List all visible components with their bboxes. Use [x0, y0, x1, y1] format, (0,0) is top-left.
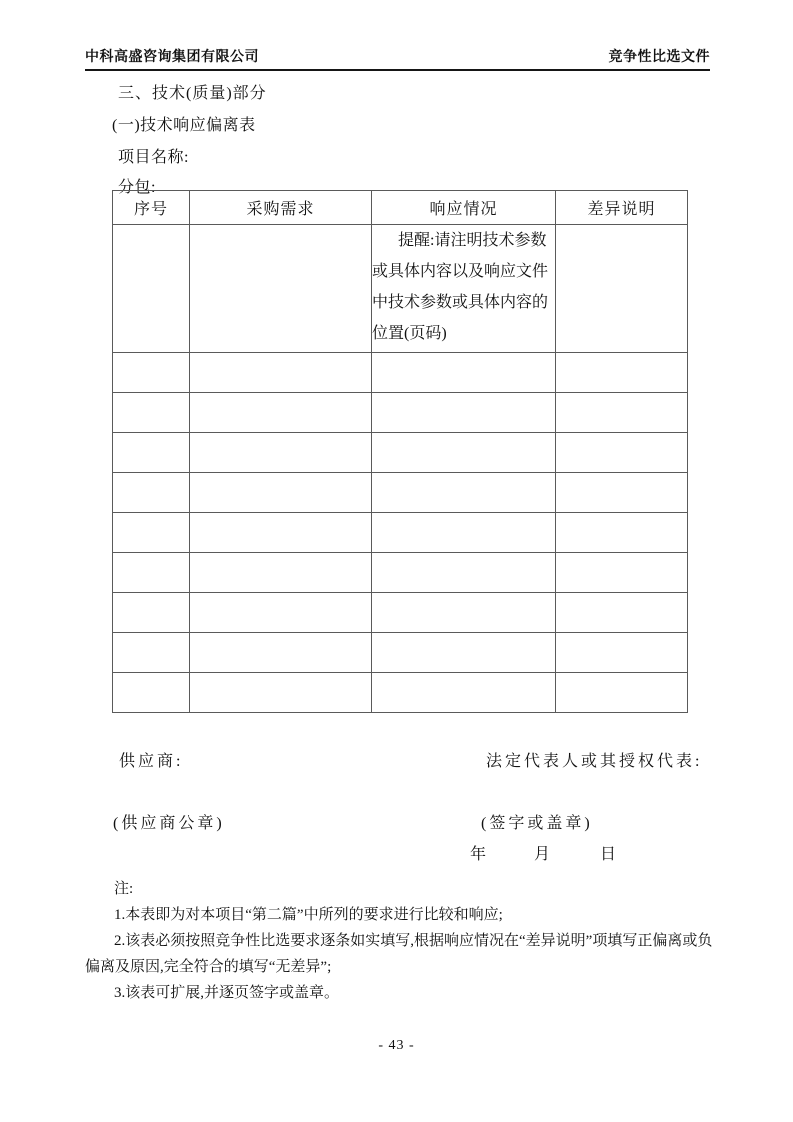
company-name: 中科高盛咨询集团有限公司 [85, 48, 259, 64]
empty-cell [190, 393, 372, 433]
empty-table-row [113, 593, 688, 633]
notes-block [85, 876, 715, 1006]
empty-cell [113, 473, 190, 513]
supplier-label: 供应商: [119, 753, 184, 770]
table-header-row [113, 191, 688, 225]
empty-cell [372, 633, 556, 673]
deviation-table [112, 190, 688, 713]
empty-cell [372, 593, 556, 633]
empty-cell [190, 633, 372, 673]
empty-cell [190, 513, 372, 553]
empty-cell [190, 225, 372, 353]
empty-table-row [113, 673, 688, 713]
empty-cell [113, 633, 190, 673]
notes-label: 注: [114, 881, 134, 897]
running-head [85, 46, 710, 71]
empty-cell [190, 473, 372, 513]
empty-cell [113, 433, 190, 473]
empty-cell [556, 593, 688, 633]
empty-cell [113, 353, 190, 393]
supplier-seal-label: (供应商公章) [113, 815, 225, 832]
col-header-deviation: 差异说明 [556, 191, 688, 225]
empty-cell [556, 673, 688, 713]
date-day-label: 日 [600, 846, 617, 863]
col-header-seq: 序号 [113, 191, 190, 225]
page-number: - 43 - [378, 1038, 415, 1053]
empty-cell [372, 553, 556, 593]
note-item: 1.本表即为对本项目“第二篇”中所列的要求进行比较和响应; [114, 907, 503, 923]
legal-rep-label: 法定代表人或其授权代表: [486, 753, 703, 770]
note-item: 3.该表可扩展,并逐页签字或盖章。 [114, 985, 340, 1001]
empty-cell [372, 513, 556, 553]
date-line [470, 841, 616, 864]
empty-cell [372, 393, 556, 433]
empty-cell [372, 473, 556, 513]
empty-cell [190, 353, 372, 393]
empty-cell [556, 473, 688, 513]
project-name-label: 项目名称: [118, 149, 189, 166]
hint-row [113, 225, 688, 353]
empty-cell [556, 353, 688, 393]
empty-cell [556, 553, 688, 593]
empty-cell [372, 353, 556, 393]
empty-cell [190, 433, 372, 473]
empty-table-row [113, 433, 688, 473]
empty-table-row [113, 393, 688, 433]
section-subtitle: (一)技术响应偏离表 [112, 117, 256, 134]
empty-cell [113, 393, 190, 433]
sign-or-seal-label: (签字或盖章) [481, 815, 593, 832]
empty-table-row [113, 633, 688, 673]
empty-cell [190, 593, 372, 633]
empty-cell [113, 513, 190, 553]
empty-cell [113, 673, 190, 713]
document-type: 竞争性比选文件 [608, 48, 710, 64]
empty-cell [556, 433, 688, 473]
empty-cell [190, 553, 372, 593]
empty-cell [372, 673, 556, 713]
empty-cell [190, 673, 372, 713]
date-month-label: 月 [534, 846, 551, 863]
section-title: 三、技术(质量)部分 [118, 85, 267, 102]
date-year-label: 年 [470, 846, 487, 863]
empty-cell [556, 633, 688, 673]
empty-table-row [113, 553, 688, 593]
empty-table-row [113, 473, 688, 513]
response-hint-cell: 提醒:请注明技术参数或具体内容以及响应文件中技术参数或具体内容的位置(页码) [372, 225, 556, 353]
empty-cell [113, 225, 190, 353]
package-label: 分包: [118, 179, 156, 196]
empty-cell [372, 433, 556, 473]
empty-table-row [113, 353, 688, 393]
empty-cell [556, 393, 688, 433]
deviation-table-body [113, 225, 688, 713]
col-header-demand: 采购需求 [190, 191, 372, 225]
empty-cell [556, 513, 688, 553]
empty-cell [556, 225, 688, 353]
empty-cell [113, 593, 190, 633]
note-item: 2.该表必须按照竞争性比选要求逐条如实填写,根据响应情况在“差异说明”项填写正偏离或负偏离及原因,完全符合的填写“无差异”; [85, 933, 713, 975]
col-header-response: 响应情况 [372, 191, 556, 225]
empty-table-row [113, 513, 688, 553]
empty-cell [113, 553, 190, 593]
